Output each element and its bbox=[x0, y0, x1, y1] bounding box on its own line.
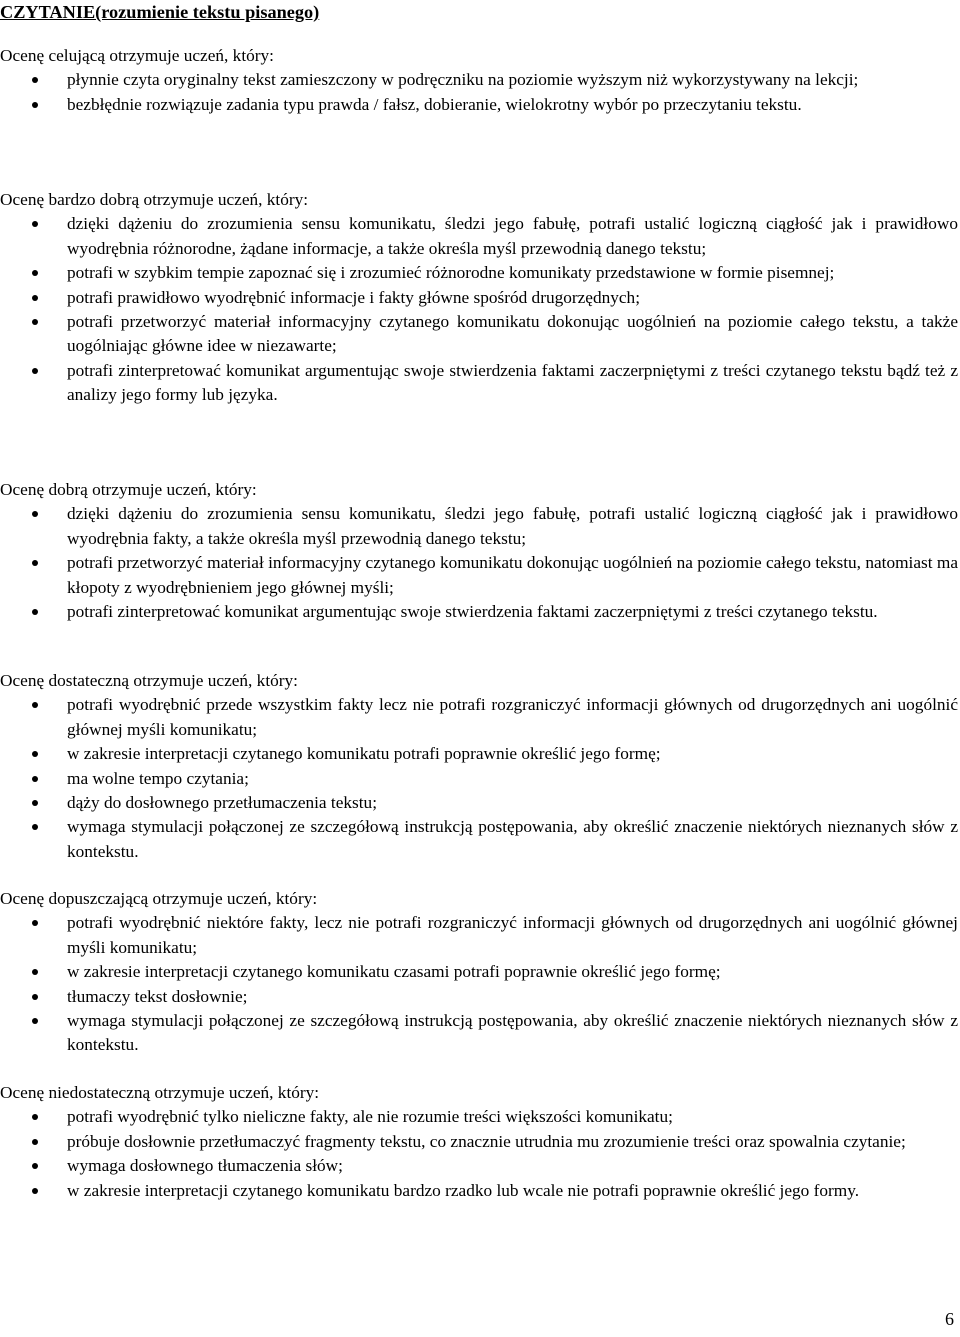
list-item: potrafi prawidłowo wyodrębnić informacje i fakty główne spośród drugorzędnych; bbox=[0, 286, 958, 310]
list-item: wymaga stymulacji połączonej ze szczegółową instrukcją postępowania, aby określić znaczenie niektórych nieznanych słów z kontekstu. bbox=[0, 1009, 958, 1058]
criteria-list bbox=[0, 1105, 958, 1203]
section-heading: Ocenę dostateczną otrzymuje uczeń, który: bbox=[0, 671, 298, 690]
list-item: dąży do dosłownego przetłumaczenia tekstu; bbox=[0, 791, 958, 815]
criteria-list bbox=[0, 212, 958, 407]
list-item: potrafi wyodrębnić niektóre fakty, lecz nie potrafi rozgraniczyć informacji głównych od drugorzędnych ani uogólnić głównej myśli komunikatu; bbox=[0, 911, 958, 960]
list-item: wymaga stymulacji połączonej ze szczegółową instrukcją postępowania, aby określić znaczenie niektórych nieznanych słów z kontekstu. bbox=[0, 815, 958, 864]
list-item: potrafi przetworzyć materiał informacyjny czytanego komunikatu dokonując uogólnień na poziomie całego tekstu, a także uogólniając główne idee w niezawarte; bbox=[0, 310, 958, 359]
list-item: potrafi zinterpretować komunikat argumentując swoje stwierdzenia faktami zaczerpniętymi z treści czytanego tekstu bądź też z analizy jego formy lub języka. bbox=[0, 359, 958, 408]
section-dopuszczajaca bbox=[0, 887, 958, 1058]
list-item: w zakresie interpretacji czytanego komunikatu bardzo rzadko lub wcale nie potrafi poprawnie określić jego formy. bbox=[0, 1179, 958, 1203]
criteria-list bbox=[0, 68, 958, 117]
list-item: potrafi zinterpretować komunikat argumentując swoje stwierdzenia faktami zaczerpniętymi z treści czytanego tekstu. bbox=[0, 600, 958, 624]
list-item: ma wolne tempo czytania; bbox=[0, 767, 958, 791]
section-niedostateczna bbox=[0, 1081, 958, 1203]
list-item: w zakresie interpretacji czytanego komunikatu czasami potrafi poprawnie określić jego formę; bbox=[0, 960, 958, 984]
criteria-list bbox=[0, 911, 958, 1057]
section-bardzo-dobra bbox=[0, 188, 958, 408]
list-item: potrafi w szybkim tempie zapoznać się i zrozumieć różnorodne komunikaty przedstawione w formie pisemnej; bbox=[0, 261, 958, 285]
section-dobra bbox=[0, 478, 958, 624]
section-heading: Ocenę dobrą otrzymuje uczeń, który: bbox=[0, 480, 257, 499]
list-item: dzięki dążeniu do zrozumienia sensu komunikatu, śledzi jego fabułę, potrafi ustalić logiczną ciągłość jak i prawidłowo wyodrębnia fakty, a także określa myśl przewodnią danego tekstu; bbox=[0, 502, 958, 551]
list-item: potrafi przetworzyć materiał informacyjny czytanego komunikatu dokonując uogólnień na poziomie całego tekstu, natomiast ma kłopoty z wyodrębnieniem jego głównej myśli; bbox=[0, 551, 958, 600]
page-title: CZYTANIE(rozumienie tekstu pisanego) bbox=[0, 2, 320, 22]
page-number: 6 bbox=[945, 1309, 954, 1329]
list-item: potrafi wyodrębnić przede wszystkim fakty lecz nie potrafi rozgraniczyć informacji głównych od drugorzędnych ani uogólnić głównej myśli komunikatu; bbox=[0, 693, 958, 742]
section-dostateczna bbox=[0, 669, 958, 864]
section-heading: Ocenę bardzo dobrą otrzymuje uczeń, który: bbox=[0, 190, 309, 209]
list-item: wymaga dosłownego tłumaczenia słów; bbox=[0, 1154, 958, 1178]
section-celujaca bbox=[0, 44, 958, 117]
list-item: w zakresie interpretacji czytanego komunikatu potrafi poprawnie określić jego formę; bbox=[0, 742, 958, 766]
list-item: tłumaczy tekst dosłownie; bbox=[0, 985, 958, 1009]
list-item: dzięki dążeniu do zrozumienia sensu komunikatu, śledzi jego fabułę, potrafi ustalić logiczną ciągłość jak i prawidłowo wyodrębnia różnorodne, żądane informacje, a także określa myśl przewodnią danego tekstu; bbox=[0, 212, 958, 261]
list-item: płynnie czyta oryginalny tekst zamieszczony w podręczniku na poziomie wyższym niż wykorzystywany na lekcji; bbox=[0, 68, 958, 92]
section-heading: Ocenę niedostateczną otrzymuje uczeń, który: bbox=[0, 1083, 320, 1102]
section-heading: Ocenę celującą otrzymuje uczeń, który: bbox=[0, 46, 274, 65]
criteria-list bbox=[0, 693, 958, 864]
section-heading: Ocenę dopuszczającą otrzymuje uczeń, który: bbox=[0, 889, 318, 908]
criteria-list bbox=[0, 502, 958, 624]
list-item: bezbłędnie rozwiązuje zadania typu prawda / fałsz, dobieranie, wielokrotny wybór po przeczytaniu tekstu. bbox=[0, 93, 958, 117]
list-item: próbuje dosłownie przetłumaczyć fragmenty tekstu, co znacznie utrudnia mu zrozumienie treści oraz spowalnia czytanie; bbox=[0, 1130, 958, 1154]
list-item: potrafi wyodrębnić tylko nieliczne fakty, ale nie rozumie treści większości komunikatu; bbox=[0, 1105, 958, 1129]
